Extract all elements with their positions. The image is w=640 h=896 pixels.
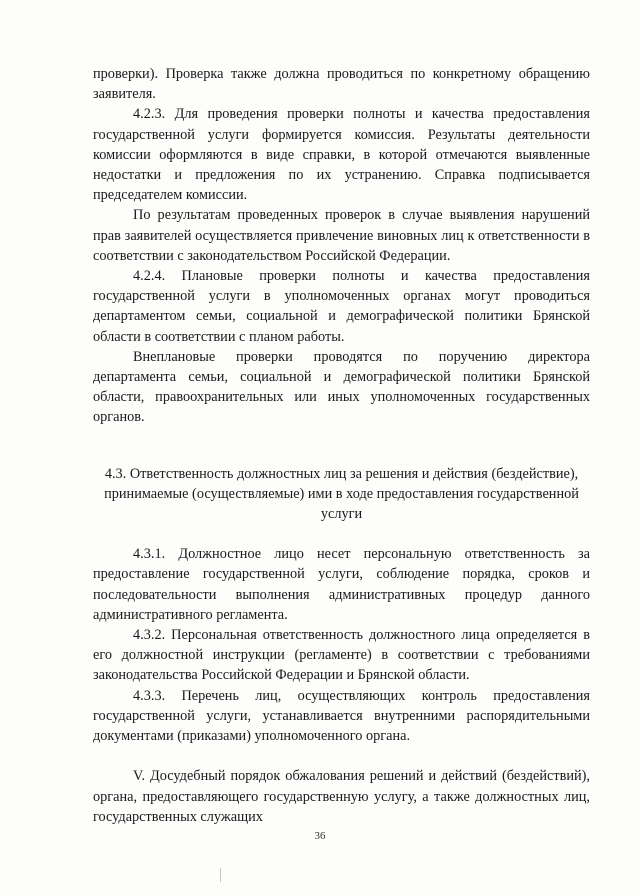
paragraph-4-2-4: 4.2.4. Плановые проверки полноты и качества предоставления государственной услуги в уполномоченных органах могут проводиться департаментом семьи, социальной и демографической политики Брянской области в соответствии с планом работы. [93,268,590,345]
section-4-3-heading: 4.3. Ответственность должностных лиц за решения и действия (бездействие), принимаемые (осуществляемые) ими в ходе предоставления государственной услуги [104,465,579,523]
spacer [93,524,590,544]
paragraph-4-3-2: 4.3.2. Персональная ответственность должностного лица определяется в его должностной инструкции (регламенте) в соответствии с требованиями законодательства Российской Федерации и Брянской области. [93,627,590,684]
paragraph-4-3-1: 4.3.1. Должностное лицо несет персональную ответственность за предоставление государственной услуги, соблюдение порядка, сроков и последовательности выполнения административных процедур данного административного регламента. [93,546,590,623]
paragraph-unscheduled-checks: Внеплановые проверки проводятся по поручению директора департамента семьи, социальной и демографической политики Брянской области, правоохранительных или иных уполномоченных государственных органов. [93,348,590,426]
paragraph-4-2-3: 4.2.3. Для проведения проверки полноты и качества предоставления государственной услуги формируется комиссия. Результаты деятельности комиссии оформляются в виде справки, в которой отмечаются выявленные недостатки и предложения по их устранению. Справка подписывается председателем комиссии. [93,106,590,204]
paragraph-4-3-3: 4.3.3. Перечень лиц, осуществляющих контроль предоставления государственной услуги, устанавливается внутренними распорядительными документами (приказами) уполномоченного органа. [93,687,590,745]
scan-artifact [220,868,221,882]
paragraph-continuation: проверки). Проверка также должна проводиться по конкретному обращению заявителя. [93,66,590,103]
page-number: 36 [314,830,326,842]
paragraph-violations: По результатам проведенных проверок в случае выявления нарушений прав заявителей осуществляется привлечение виновных лиц к ответственности в соответствии с законодательством Российской Федерации. [93,207,590,264]
section-v-heading: V. Досудебный порядок обжалования решений и действий (бездействий), органа, предоставляющего государственную услугу, а также должностных лиц, государственных служащих [93,768,590,825]
